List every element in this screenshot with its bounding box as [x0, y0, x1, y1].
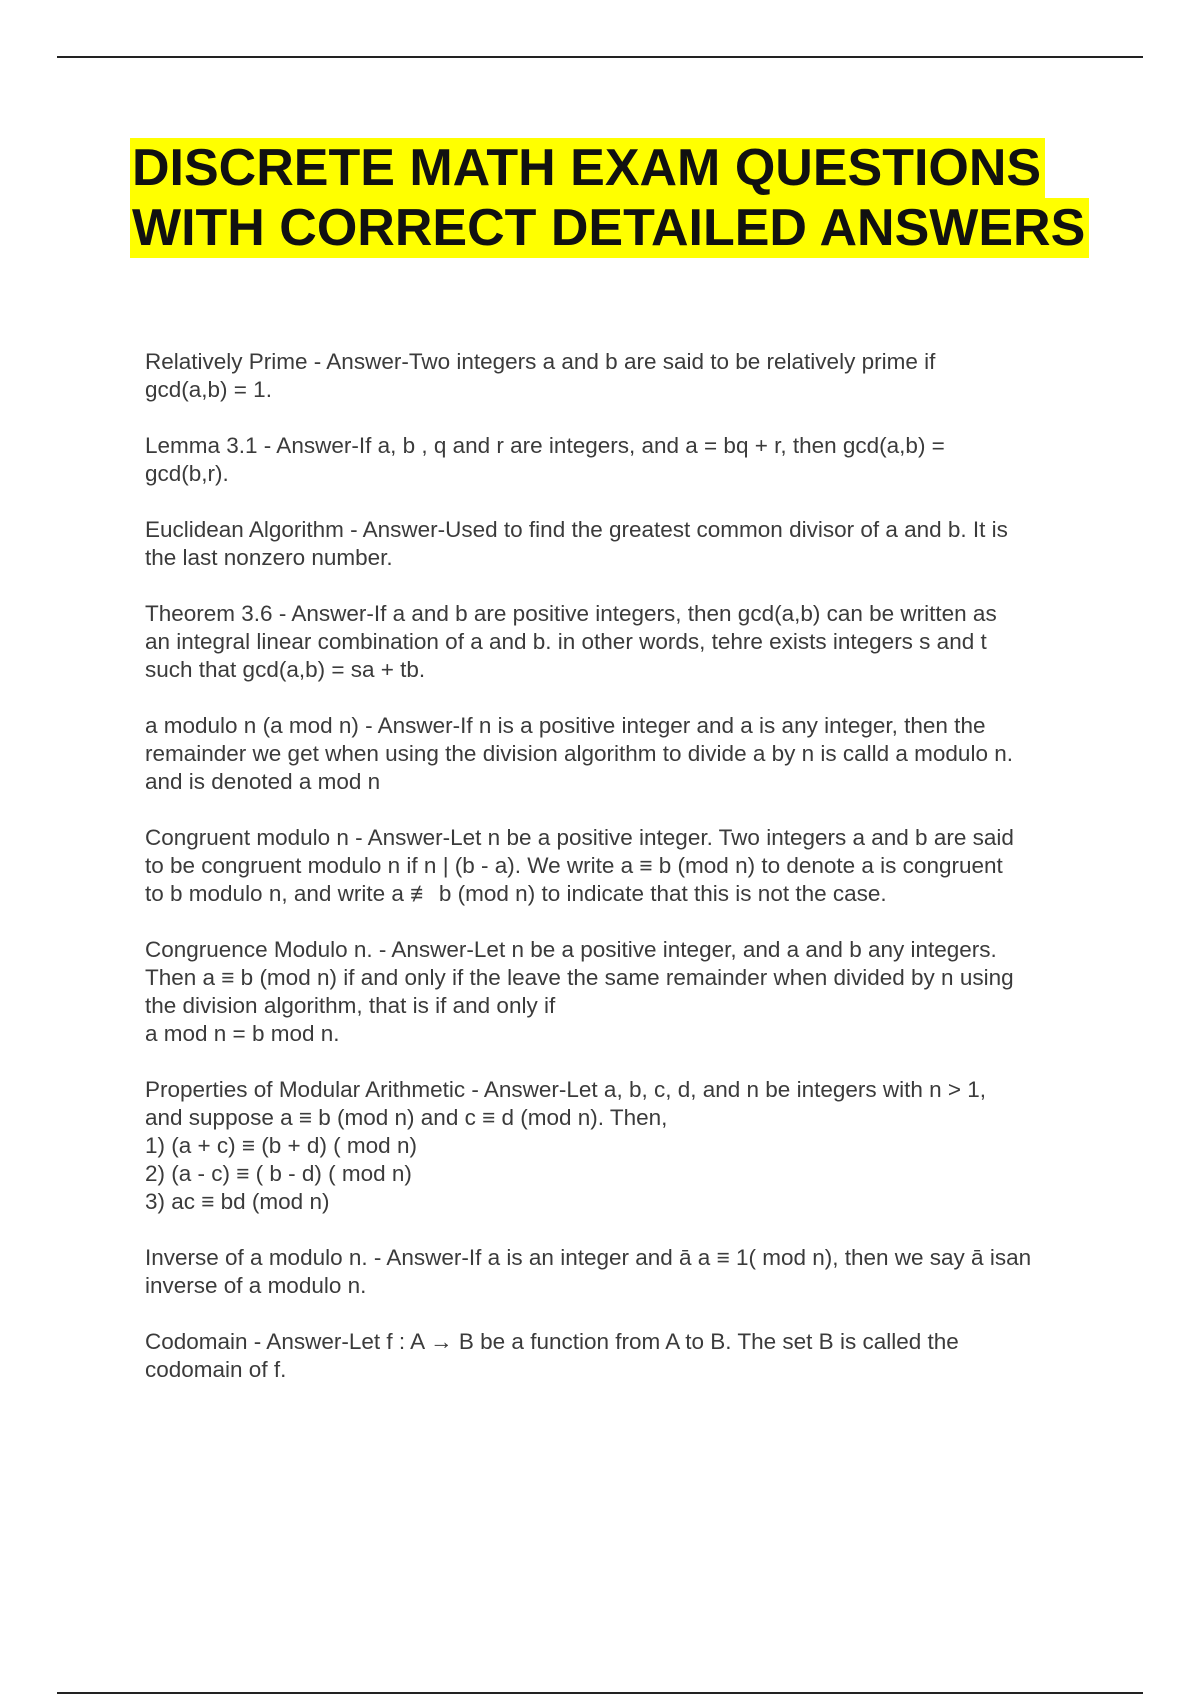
qa-entry-congruent-modulo-n: Congruent modulo n - Answer-Let n be a positive integer. Two integers a and b are said to be congruent modulo n if n | (b - a). We write a ≡ b (mod n) to denote a is congruent to b modulo n, and write a ≢ b (mod n) to indicate that this is not the case.: [145, 825, 1014, 906]
qa-entry-congruence-modulo-n: Congruence Modulo n. - Answer-Let n be a positive integer, and a and b any integers. Then a ≡ b (mod n) if and only if the leave the same remainder when divided by n using the division algorithm, that is if and only if a mod n = b mod n.: [145, 937, 1014, 1046]
qa-entry-euclidean-algorithm: Euclidean Algorithm - Answer-Used to find the greatest common divisor of a and b. It is the last nonzero number.: [145, 517, 1008, 570]
qa-entry-relatively-prime: Relatively Prime - Answer-Two integers a and b are said to be relatively prime if gcd(a,b) = 1.: [145, 349, 936, 402]
qa-entry-lemma-3-1: Lemma 3.1 - Answer-If a, b , q and r are integers, and a = bq + r, then gcd(a,b) = gcd(b,r).: [145, 433, 945, 486]
title-line-1: DISCRETE MATH EXAM QUESTIONS: [130, 138, 1045, 198]
qa-entry-properties-modular-arithmetic: Properties of Modular Arithmetic - Answer-Let a, b, c, d, and n be integers with n > 1, and suppose a ≡ b (mod n) and c ≡ d (mod n). Then, 1) (a + c) ≡ (b + d) ( mod n) 2) (a - c) ≡ ( b - d) ( mod n) 3) ac ≡ bd (mod n): [145, 1077, 987, 1214]
document-title: [130, 138, 1110, 258]
qa-entry-a-modulo-n: a modulo n (a mod n) - Answer-If n is a positive integer and a is any integer, then the remainder we get when using the division algorithm to divide a by n is calld a modulo n. and is denoted a mod n: [145, 713, 1013, 794]
title-line-2: WITH CORRECT DETAILED ANSWERS: [130, 198, 1089, 258]
bottom-rule: [57, 1692, 1143, 1694]
qa-entry-codomain: Codomain - Answer-Let f : A → B be a function from A to B. The set B is called the codomain of f.: [145, 1329, 959, 1382]
qa-entry-theorem-3-6: Theorem 3.6 - Answer-If a and b are positive integers, then gcd(a,b) can be written as an integral linear combination of a and b. in other words, tehre exists integers s and t such that gcd(a,b) = sa + tb.: [145, 601, 997, 682]
top-rule: [57, 56, 1143, 58]
qa-list: [145, 348, 1095, 1412]
qa-entry-inverse-modulo-n: Inverse of a modulo n. - Answer-If a is an integer and ā a ≡ 1( mod n), then we say ā isan inverse of a modulo n.: [145, 1245, 1032, 1298]
